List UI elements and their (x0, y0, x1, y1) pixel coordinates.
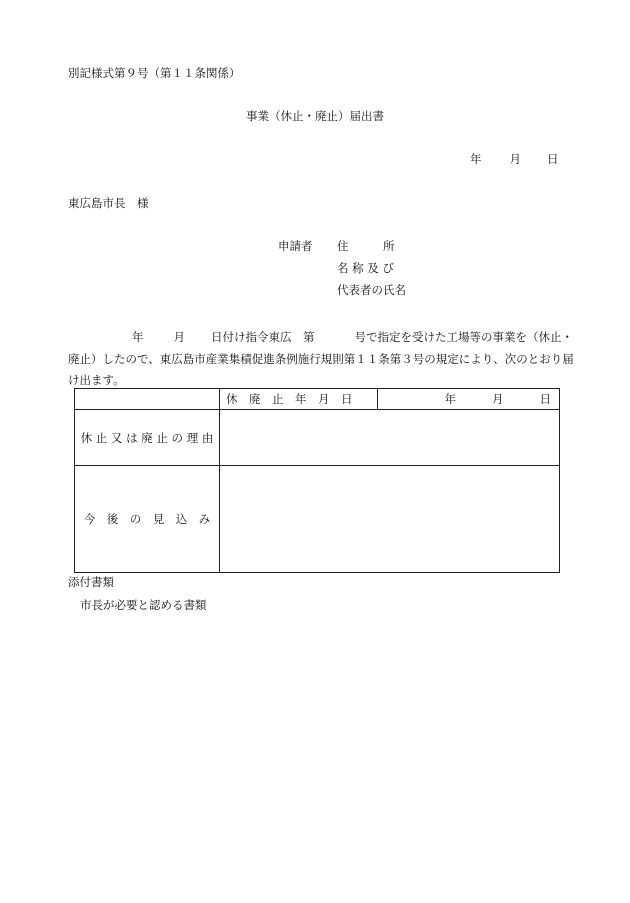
body-month: 月 (173, 330, 185, 344)
applicant-name-label: 名 称 及 び (337, 261, 394, 275)
attachments-item: 市長が必要と認める書類 (80, 598, 207, 612)
table-row-date (75, 389, 560, 410)
table-row-reason (75, 410, 560, 466)
table-date-month: 月 (492, 392, 504, 406)
reason-field[interactable] (220, 410, 560, 466)
outlook-label: 今 後 の 見 込 み (75, 466, 220, 573)
table-cell-date (220, 389, 560, 410)
table-row-outlook (75, 466, 560, 573)
reason-label: 休 止 又 は 廃 止 の 理 由 (75, 410, 220, 466)
addressee: 東広島市長 様 (68, 196, 149, 210)
date-label: 休 廃 止 年 月 日 (220, 389, 378, 409)
body-text-1: 日付け指令東広 第 (211, 330, 315, 344)
document-title: 事業（休止・廃止）届出書 (246, 109, 384, 123)
date-month: 月 (509, 152, 521, 166)
applicant-label: 申請者 (278, 239, 313, 253)
body-paragraph (68, 327, 576, 392)
body-text-2: 号で指定を受けた工場等の事業を（休止・廃止）したので、東広島市産業集積促進条例施行規則第１１条第３号の規定により、次のとおり届け出ます。 (68, 330, 574, 387)
date-values (378, 389, 559, 409)
attachments-heading: 添付書類 (68, 575, 114, 589)
notification-table (74, 388, 560, 573)
date-day: 日 (547, 152, 559, 166)
outlook-field[interactable] (220, 466, 560, 573)
applicant-representative-label: 代表者の氏名 (337, 283, 406, 297)
table-cell-empty (75, 389, 220, 410)
form-id: 別記様式第９号（第１１条関係） (68, 66, 241, 80)
applicant-address-label: 住 所 (337, 239, 395, 253)
body-year: 年 (132, 330, 144, 344)
date-year: 年 (470, 152, 482, 166)
date-line (470, 154, 559, 166)
table-date-year: 年 (444, 392, 456, 406)
table-date-day: 日 (539, 392, 551, 406)
